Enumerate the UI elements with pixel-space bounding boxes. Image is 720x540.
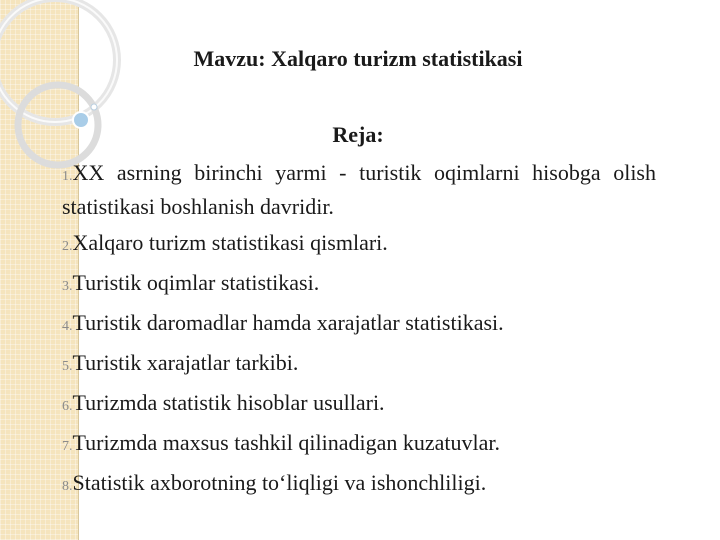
plan-heading: Reja: bbox=[332, 122, 384, 147]
list-item bbox=[62, 468, 656, 502]
item-text: Turizmda maxsus tashkil qilinadigan kuzatuvlar. bbox=[72, 430, 501, 455]
item-text: Turistik xarajatlar tarkibi. bbox=[72, 350, 299, 375]
slide-title: Mavzu: Xalqaro turizm statistikasi bbox=[193, 46, 523, 71]
item-text: Turizmda statistik hisoblar usullari. bbox=[72, 390, 385, 415]
item-text: Turistik daromadlar hamda xarajatlar statistikasi. bbox=[72, 310, 504, 335]
list-item bbox=[62, 388, 656, 422]
item-text: XX asrning birinchi yarmi - turistik oqimlarni hisobga olish statistikasi boshlanish davridir. bbox=[62, 160, 656, 219]
item-number: 6. bbox=[62, 399, 73, 414]
item-text: Xalqaro turizm statistikasi qismlari. bbox=[72, 230, 388, 255]
plan-list bbox=[62, 158, 656, 508]
list-item bbox=[62, 308, 656, 342]
item-text: Statistik axborotning to‘liqligi va ishonchliligi. bbox=[72, 470, 487, 495]
list-item bbox=[62, 228, 656, 262]
item-number: 3. bbox=[62, 279, 73, 294]
small-bubble bbox=[91, 104, 97, 110]
list-item bbox=[62, 268, 656, 302]
item-number: 8. bbox=[62, 479, 73, 494]
list-item bbox=[62, 348, 656, 382]
item-number: 5. bbox=[62, 359, 73, 374]
item-number: 1. bbox=[62, 169, 73, 184]
item-text: Turistik oqimlar statistikasi. bbox=[72, 270, 320, 295]
item-number: 2. bbox=[62, 239, 73, 254]
item-number: 7. bbox=[62, 439, 73, 454]
list-item bbox=[62, 428, 656, 462]
list-item bbox=[62, 158, 656, 222]
item-number: 4. bbox=[62, 319, 73, 334]
